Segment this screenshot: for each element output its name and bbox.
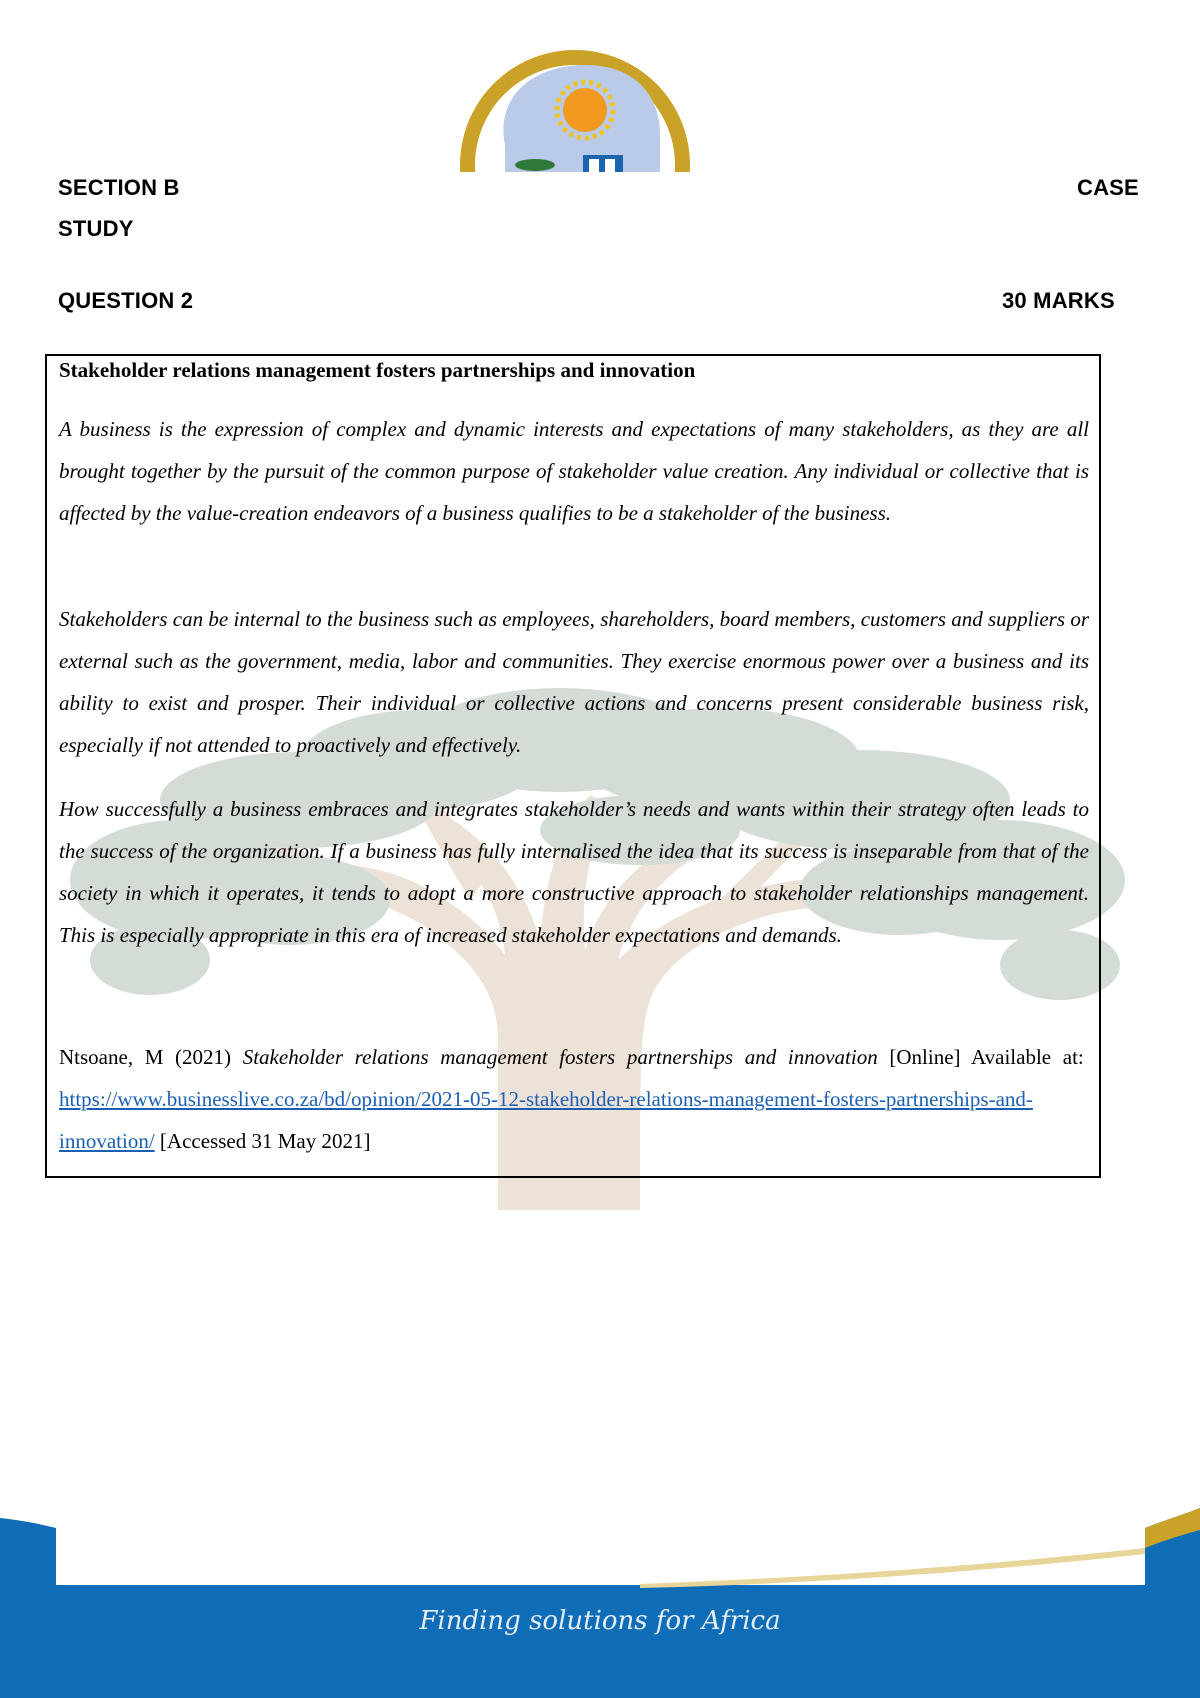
case-label: CASE: [1077, 175, 1139, 200]
case-paragraph-3: How successfully a business embraces and integrates stakeholder’s needs and wants within their strategy often leads to the success of the organization. If a business has fully internalised the idea that its success is inseparable from that of the society in which it operates, it tends to adopt a more constructive approach to stakeholder relationships management. This is especially appropriate in this era of increased stakeholder expectations and demands.: [59, 797, 1089, 947]
reference-available-label: Available at:: [971, 1045, 1084, 1069]
case-study-box: [45, 354, 1101, 1178]
footer-band: [0, 1500, 1200, 1698]
case-paragraph-1: A business is the expression of complex and dynamic interests and expectations of many stakeholders, as they are all brought together by the pursuit of the common purpose of stakeholder value creation. Any individual or collective that is affected by the value-creation endeavors of a business qualifies to be a stakeholder of the business.: [59, 417, 1089, 525]
reference-link[interactable]: https://www.businesslive.co.za/bd/opinion/2021-05-12-stakeholder-relations-management-fosters-partnerships-and-innovation/: [59, 1087, 1033, 1153]
case-study-title: Stakeholder relations management fosters partnerships and innovation: [59, 358, 696, 382]
study-label: STUDY: [58, 216, 134, 241]
case-paragraph-2: Stakeholders can be internal to the business such as employees, shareholders, board members, customers and suppliers or external such as the government, media, labor and communities. They exercise enormous power over a business and its ability to exist and prosper. Their individual or collective actions and concerns present considerable business risk, especially if not attended to proactively and effectively.: [59, 607, 1089, 757]
reference-author: Ntsoane, M (2021): [59, 1045, 232, 1069]
header-band: [55, 172, 1145, 312]
footer-tagline: Finding solutions for Africa: [419, 1606, 781, 1636]
university-seal-icon: [455, 45, 695, 173]
reference-online-label: [Online]: [889, 1045, 961, 1069]
marks-label: 30 MARKS: [1002, 288, 1115, 313]
section-label: SECTION B: [58, 175, 180, 200]
reference: [59, 1036, 1089, 1162]
question-label: QUESTION 2: [58, 288, 194, 313]
reference-title: Stakeholder relations management fosters partnerships and innovation: [242, 1045, 878, 1069]
reference-accessed: [Accessed 31 May 2021]: [159, 1129, 371, 1153]
